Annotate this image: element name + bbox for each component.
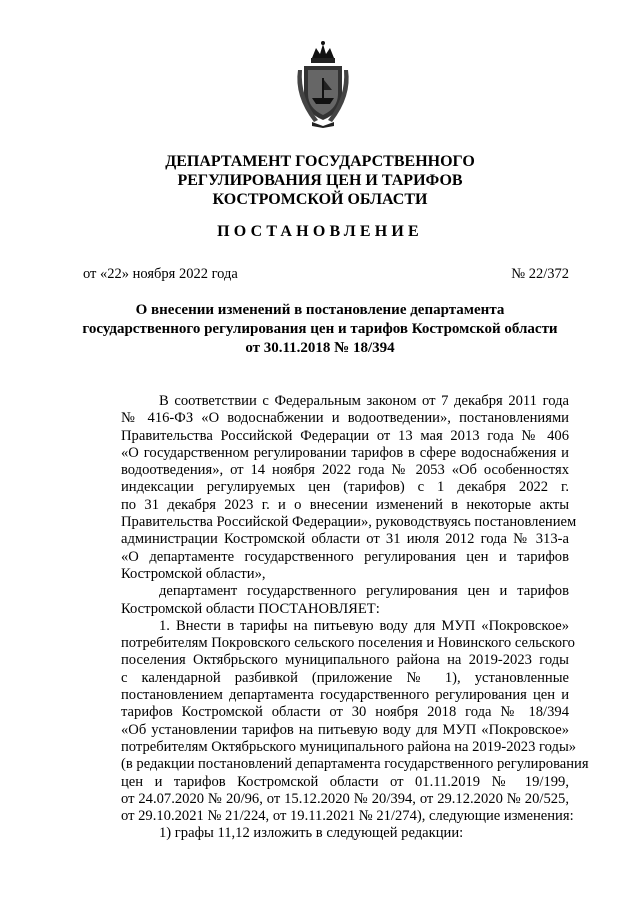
text-line: 1) графы 11,12 изложить в следующей редакции: [159,825,464,842]
document-type: ПОСТАНОВЛЕНИЕ [217,223,423,240]
text-line: по 31 декабря 2023 г. и о внесении изменений в некоторые акты [121,496,569,513]
text-line: № 416-ФЗ «О водоснабжении и водоотведении», постановлениями [121,410,569,427]
text-line: потребителям Октябрьского муниципального района на 2019-2023 годы» [121,738,577,755]
title-line-2: государственного регулирования цен и тарифов Костромской области [82,321,558,337]
text-line: постановлением департамента государственного регулирования цен и [121,687,569,704]
text-line: В соответствии с Федеральным законом от 7 декабря 2011 года [159,393,569,409]
document-title [60,301,580,358]
department-name-line-3: КОСТРОМСКОЙ ОБЛАСТИ [212,191,428,208]
department-header [0,152,640,209]
text-line: 1. Внести в тарифы на питьевую воду для МУП «Покровское» [159,617,569,634]
text-line: тарифов Костромской области от 30 ноября 2018 года № 18/394 [121,704,569,721]
department-name-line-1: ДЕПАРТАМЕНТ ГОСУДАРСТВЕННОГО [165,153,475,170]
text-line: от 24.07.2020 № 20/96, от 15.12.2020 № 20/394, от 29.12.2020 № 20/525, [121,790,569,807]
title-line-1: О внесении изменений в постановление департамента [135,302,505,318]
text-line: потребителям Покровского сельского поселения и Новинского сельского [121,635,575,652]
preamble-paragraph [83,393,577,583]
text-line: поселения Октябрьского муниципального района на 2019-2023 годы [121,652,569,669]
clause-1-paragraph [83,617,589,826]
title-line-3: от 30.11.2018 № 18/394 [245,340,395,356]
text-line: Правительства Российской Федерации», руководствуясь постановлением [121,514,577,531]
text-line: с календарной разбивкой (приложение № 1), установленные [121,669,569,686]
text-line: (в редакции постановлений департамента государственного регулирования [121,756,589,773]
document-number: № 22/372 [511,266,569,282]
text-line: Костромской области», [121,565,266,582]
text-line: индексации регулируемых цен (тарифов) с 1 декабря 2022 г. [121,479,569,496]
document-body [83,393,589,843]
text-line: Правительства Российской Федерации от 13 мая 2013 года № 406 [121,427,569,444]
resolution-paragraph [83,583,569,618]
text-line: «О государственном регулировании тарифов в сфере водоснабжения и [121,444,569,461]
text-line: «Об установлении тарифов на питьевую воду для МУП «Покровское» [121,721,569,738]
text-line: цен и тарифов Костромской области от 01.11.2019 № 19/199, [121,773,569,790]
department-name-line-2: РЕГУЛИРОВАНИЯ ЦЕН И ТАРИФОВ [177,172,463,189]
text-line: Костромской области ПОСТАНОВЛЯЕТ: [121,600,380,617]
text-line: «О департаменте государственного регулирования цен и тарифов [121,548,569,565]
subclause-1-paragraph [83,825,569,842]
document-date: от «22» ноября 2022 года [83,266,238,282]
coat-of-arms-icon [292,40,354,128]
text-line: от 29.10.2021 № 21/224, от 19.11.2021 № 21/274), следующие изменения: [121,808,574,825]
date-number-line [83,266,569,283]
text-line: водоотведения», от 14 ноября 2022 года № 2053 «Об особенностях [121,462,569,479]
text-line: департамент государственного регулирования цен и тарифов [159,583,569,600]
text-line: администрации Костромской области от 31 июля 2012 года № 313-а [121,531,569,548]
